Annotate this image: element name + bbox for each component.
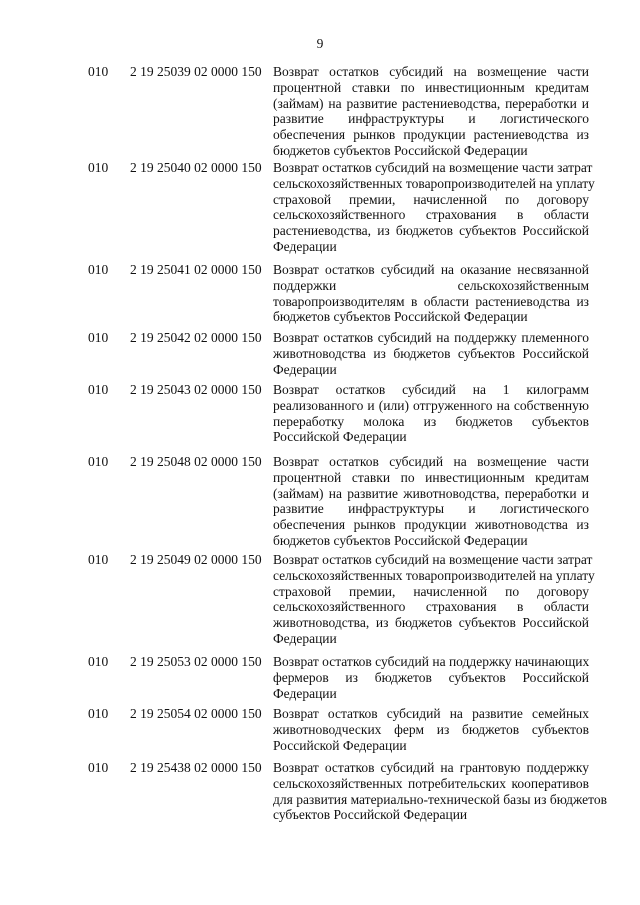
revenue-description <box>273 760 607 823</box>
description-line: (займам) на развитие растениеводства, переработки и <box>273 95 589 111</box>
description-line: Российской Федерации <box>273 429 407 445</box>
revenue-description <box>273 706 589 753</box>
description-line: бюджетов субъектов Российской Федерации <box>273 532 528 548</box>
description-line: Возврат остатков субсидий на 1 килограмм <box>273 382 589 397</box>
description-line: Возврат остатков субсидий на возмещение части <box>273 64 589 79</box>
description-line: Возврат остатков субсидий на возмещение части затрат <box>273 160 593 175</box>
description-line: Российской Федерации <box>273 737 407 753</box>
revenue-description <box>273 382 589 445</box>
description-line: обеспечения рынков продукции животноводства из <box>273 517 589 533</box>
description-line: растениеводства, из бюджетов субъектов Российской <box>273 223 589 239</box>
description-line: для развития материально-технической базы из бюджетов <box>273 791 607 807</box>
description-line: поддержки сельскохозяйственным <box>273 277 589 293</box>
description-line: Возврат остатков субсидий на развитие семейных <box>273 706 589 721</box>
description-line: Возврат остатков субсидий на поддержку начинающих <box>273 654 590 669</box>
description-line: животноводства из бюджетов субъектов Российской <box>273 345 589 361</box>
page-number: 9 <box>316 36 324 51</box>
description-line: сельскохозяйственного страхования в области <box>273 599 589 615</box>
admin-code: 010 <box>88 706 109 721</box>
budget-classification-code: 2 19 25043 02 0000 150 <box>130 382 262 397</box>
admin-code: 010 <box>88 552 109 567</box>
revenue-description <box>273 262 589 325</box>
admin-code: 010 <box>88 654 109 669</box>
budget-classification-code: 2 19 25039 02 0000 150 <box>130 64 262 79</box>
admin-code: 010 <box>88 382 109 397</box>
description-line: бюджетов субъектов Российской Федерации <box>273 309 528 325</box>
budget-classification-code: 2 19 25049 02 0000 150 <box>130 552 262 567</box>
description-line: реализованного и (или) отгруженного на собственную <box>273 397 589 413</box>
description-line: обеспечения рынков продукции растениеводства из <box>273 127 589 143</box>
description-line: развитие инфраструктуры и логистического <box>273 111 589 127</box>
description-line: Федерации <box>273 630 337 646</box>
description-line: сельскохозяйственных потребительских кооперативов <box>273 775 589 791</box>
description-line: сельскохозяйственных товаропроизводителей на уплату <box>273 175 595 191</box>
description-line: сельскохозяйственных товаропроизводителей на уплату <box>273 567 595 583</box>
description-line: субъектов Российской Федерации <box>273 807 468 823</box>
admin-code: 010 <box>88 330 109 345</box>
revenue-description <box>273 654 589 701</box>
description-line: сельскохозяйственного страхования в области <box>273 207 589 223</box>
revenue-description <box>273 552 595 647</box>
revenue-description <box>273 64 589 159</box>
description-line: фермеров из бюджетов субъектов Российской <box>273 669 589 685</box>
description-line: Возврат остатков субсидий на возмещение части <box>273 454 589 469</box>
description-line: Возврат остатков субсидий на оказание несвязанной <box>273 262 589 277</box>
budget-classification-code: 2 19 25053 02 0000 150 <box>130 654 262 669</box>
description-line: Возврат остатков субсидий на возмещение части затрат <box>273 552 593 567</box>
revenue-description <box>273 160 595 255</box>
description-line: бюджетов субъектов Российской Федерации <box>273 142 528 158</box>
description-line: Федерации <box>273 685 337 701</box>
description-line: (займам) на развитие животноводства, переработки и <box>273 485 589 501</box>
budget-classification-code: 2 19 25040 02 0000 150 <box>130 160 262 175</box>
revenue-description <box>273 454 589 549</box>
admin-code: 010 <box>88 760 109 775</box>
admin-code: 010 <box>88 262 109 277</box>
description-line: процентной ставки по инвестиционным кредитам <box>273 79 589 95</box>
description-line: страховой премии, начисленной по договору <box>273 583 589 599</box>
description-line: переработку молока из бюджетов субъектов <box>273 413 589 429</box>
description-line: Федерации <box>273 361 337 377</box>
budget-classification-code: 2 19 25048 02 0000 150 <box>130 454 262 469</box>
budget-classification-code: 2 19 25042 02 0000 150 <box>130 330 262 345</box>
description-line: процентной ставки по инвестиционным кредитам <box>273 469 589 485</box>
description-line: развитие инфраструктуры и логистического <box>273 501 589 517</box>
budget-classification-code: 2 19 25041 02 0000 150 <box>130 262 262 277</box>
admin-code: 010 <box>88 454 109 469</box>
admin-code: 010 <box>88 64 109 79</box>
description-line: страховой премии, начисленной по договору <box>273 191 589 207</box>
description-line: товаропроизводителям в области растениеводства из <box>273 293 589 309</box>
description-line: Возврат остатков субсидий на поддержку племенного <box>273 330 589 345</box>
revenue-description <box>273 330 589 377</box>
description-line: Возврат остатков субсидий на грантовую поддержку <box>273 760 589 775</box>
budget-classification-code: 2 19 25054 02 0000 150 <box>130 706 262 721</box>
admin-code: 010 <box>88 160 109 175</box>
budget-classification-code: 2 19 25438 02 0000 150 <box>130 760 262 775</box>
description-line: животноводческих ферм из бюджетов субъектов <box>273 721 589 737</box>
description-line: Федерации <box>273 238 337 254</box>
description-line: животноводства, из бюджетов субъектов Российской <box>273 615 589 631</box>
